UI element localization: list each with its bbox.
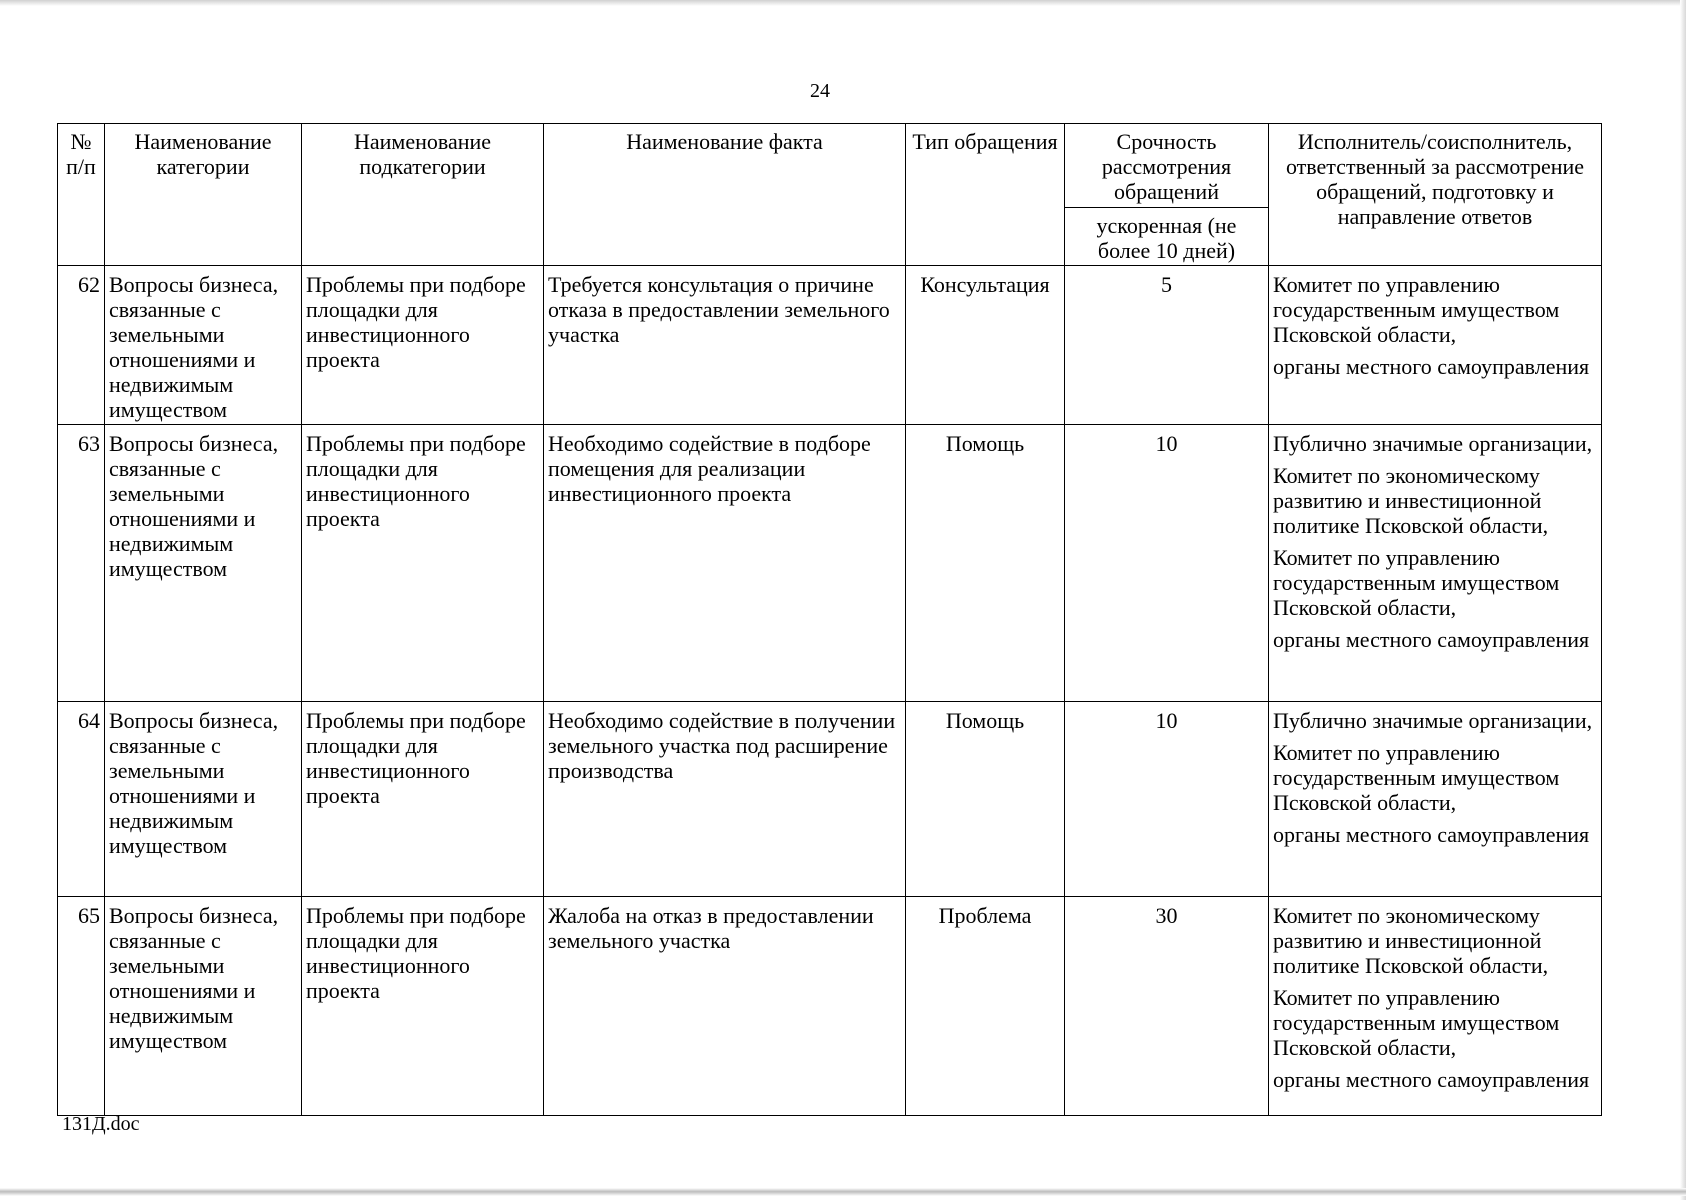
subcategory-cell: Проблемы при подборе площадки для инвестиционного проекта xyxy=(302,897,544,1116)
header-urgency: Срочность рассмотрения обращений xyxy=(1065,124,1269,208)
fact-cell: Требуется консультация о причине отказа в предоставлении земельного участка xyxy=(544,266,906,425)
table-row xyxy=(58,897,1602,1116)
category-cell: Вопросы бизнеса, связанные с земельными отношениями и недвижимым имуществом xyxy=(105,266,302,425)
category-cell: Вопросы бизнеса, связанные с земельными отношениями и недвижимым имуществом xyxy=(105,897,302,1116)
fact-cell: Необходимо содействие в получении земельного участка под расширение производства xyxy=(544,702,906,897)
urgency-cell: 5 xyxy=(1065,266,1269,425)
row-number: 64 xyxy=(58,702,105,897)
executor-line: Комитет по экономическому развитию и инвестиционной политике Псковской области, xyxy=(1273,463,1549,538)
page-number: 24 xyxy=(810,80,830,102)
request-type-cell: Помощь xyxy=(906,425,1065,702)
executor-cell xyxy=(1269,425,1602,702)
executor-line: Комитет по управлению государственным имуществом Псковской области, xyxy=(1273,272,1560,347)
executor-line: органы местного самоуправления xyxy=(1273,1067,1590,1092)
table-body xyxy=(58,266,1602,1116)
subcategory-cell: Проблемы при подборе площадки для инвестиционного проекта xyxy=(302,266,544,425)
executor-cell xyxy=(1269,702,1602,897)
executor-cell xyxy=(1269,897,1602,1116)
row-number: 65 xyxy=(58,897,105,1116)
executor-line: органы местного самоуправления xyxy=(1273,627,1590,652)
header-category: Наименование категории xyxy=(105,124,302,266)
scan-edge-top xyxy=(0,0,1686,6)
executor-line: Комитет по управлению государственным имуществом Псковской области, xyxy=(1273,740,1560,815)
fact-cell: Жалоба на отказ в предоставлении земельного участка xyxy=(544,897,906,1116)
header-type: Тип обращения xyxy=(906,124,1065,266)
category-cell: Вопросы бизнеса, связанные с земельными отношениями и недвижимым имуществом xyxy=(105,425,302,702)
executor-line: Комитет по управлению государственным имуществом Псковской области, xyxy=(1273,985,1560,1060)
subcategory-cell: Проблемы при подборе площадки для инвестиционного проекта xyxy=(302,702,544,897)
header-num: № п/п xyxy=(58,124,105,266)
executor-line: органы местного самоуправления xyxy=(1273,354,1590,379)
document-table xyxy=(57,123,1602,1116)
footer-filename: 131Д.doc xyxy=(62,1113,140,1135)
scan-edge-bottom xyxy=(0,1188,1686,1196)
urgency-cell: 10 xyxy=(1065,425,1269,702)
executor-line: Публично значимые организации, xyxy=(1273,708,1593,733)
urgency-cell: 30 xyxy=(1065,897,1269,1116)
executor-line: органы местного самоуправления xyxy=(1273,822,1590,847)
category-cell: Вопросы бизнеса, связанные с земельными отношениями и недвижимым имуществом xyxy=(105,702,302,897)
row-number: 63 xyxy=(58,425,105,702)
header-subcategory: Наименование подкатегории xyxy=(302,124,544,266)
header-fact: Наименование факта xyxy=(544,124,906,266)
header-executor: Исполнитель/соисполнитель, ответственный за рассмотрение обращений, подготовку и направление ответов xyxy=(1269,124,1602,266)
executor-line: Комитет по экономическому развитию и инвестиционной политике Псковской области, xyxy=(1273,903,1549,978)
subcategory-cell: Проблемы при подборе площадки для инвестиционного проекта xyxy=(302,425,544,702)
executor-line: Комитет по управлению государственным имуществом Псковской области, xyxy=(1273,545,1560,620)
table-row xyxy=(58,266,1602,425)
row-number: 62 xyxy=(58,266,105,425)
request-type-cell: Проблема xyxy=(906,897,1065,1116)
fact-cell: Необходимо содействие в подборе помещения для реализации инвестиционного проекта xyxy=(544,425,906,702)
request-type-cell: Консультация xyxy=(906,266,1065,425)
table-row xyxy=(58,425,1602,702)
table-header xyxy=(58,124,1602,266)
urgency-cell: 10 xyxy=(1065,702,1269,897)
executor-line: Публично значимые организации, xyxy=(1273,431,1593,456)
scan-edge-right xyxy=(1680,0,1686,1200)
executor-cell xyxy=(1269,266,1602,425)
table-row xyxy=(58,702,1602,897)
header-urgency-accelerated: ускоренная (не более 10 дней) xyxy=(1065,208,1269,266)
request-type-cell: Помощь xyxy=(906,702,1065,897)
